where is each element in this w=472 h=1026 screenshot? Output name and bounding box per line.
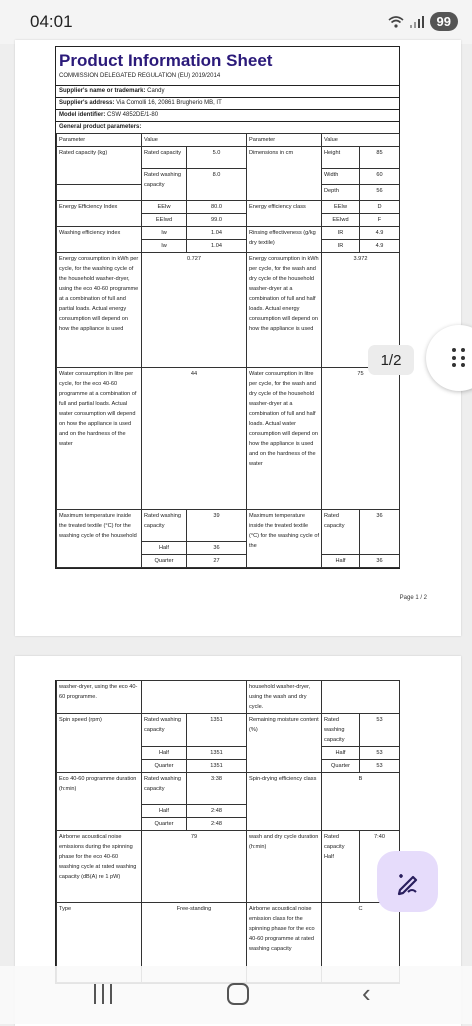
- table-cell: 75: [322, 368, 400, 510]
- table-cell: Half: [142, 542, 187, 555]
- table-cell: F: [360, 214, 400, 227]
- table-row: [57, 510, 400, 542]
- table-cell: 53: [360, 714, 400, 747]
- table-cell: 27: [187, 555, 247, 568]
- table-row: [57, 831, 400, 903]
- table-cell: 60: [360, 169, 400, 185]
- table-cell: 85: [360, 147, 400, 169]
- table-cell: 39: [187, 510, 247, 542]
- recents-button[interactable]: [94, 984, 112, 1004]
- table-row: [57, 227, 400, 240]
- table-row: [57, 147, 400, 169]
- table-cell: D: [360, 201, 400, 214]
- table-cell: [322, 681, 400, 714]
- supplier-address-row: Supplier's address: Via Comolli 16, 20861 Brugherio MB, IT: [56, 97, 399, 109]
- table-cell: Maximum temperature inside the treated textile (°C) for the washing cycle of the: [247, 510, 322, 568]
- table-cell: 53: [360, 747, 400, 760]
- table-cell: 1351: [187, 747, 247, 760]
- navigation-bar: [0, 966, 472, 1024]
- table-cell: Type: [57, 903, 142, 983]
- table-cell: Rated capacity Half: [322, 831, 360, 903]
- table-cell: Remaining moisture content (%): [247, 714, 322, 773]
- home-button[interactable]: [227, 983, 249, 1005]
- doc-title: Product Information Sheet: [59, 51, 273, 70]
- page-number: Page 1 / 2: [399, 595, 427, 601]
- table-cell: Water consumption in litre per cycle, for the wash and dry cycle of the household washer-dryer at a combination of full and half loads. Actual water consumption will depend on how the appliance is used and on the hardness of the water: [247, 368, 322, 510]
- table-cell: Height: [322, 147, 360, 169]
- table-cell: Value: [142, 134, 247, 147]
- table-cell: Airborne acoustical noise emissions during the spinning phase for the eco 40-60 washing cycle at rated washing capacity (dB(A) re 1 pW): [57, 831, 142, 903]
- table-cell: Iw: [142, 240, 187, 253]
- table-cell: Rated washing capacity: [322, 714, 360, 747]
- dots-grid-icon: [452, 348, 466, 368]
- table-cell: Rated washing capacity: [142, 510, 187, 542]
- table-cell: Rated washing capacity: [142, 773, 187, 805]
- edit-fab-button[interactable]: [377, 851, 438, 912]
- table-row: [57, 368, 400, 510]
- table-cell: 36: [187, 542, 247, 555]
- table-cell: Parameter: [247, 134, 322, 147]
- table-row: [57, 681, 400, 714]
- table-cell: 3.972: [322, 253, 400, 368]
- doc-frame-1: [55, 46, 400, 569]
- table-cell: 0.727: [142, 253, 247, 368]
- table-cell: Rated washing capacity: [142, 169, 187, 201]
- table-cell: 36: [360, 555, 400, 568]
- table-cell: 36: [360, 510, 400, 555]
- battery-badge: 99: [430, 12, 458, 31]
- table-cell: 1.04: [187, 240, 247, 253]
- table-cell: 53: [360, 760, 400, 773]
- table-cell: IR: [322, 240, 360, 253]
- table-cell: Energy consumption in kWh per cycle, for the wash and dry cycle of the household washer-dryer at a combination of full and half loads. Actual energy consumption will depend on how the appliance is used: [247, 253, 322, 368]
- table-cell: C: [322, 903, 400, 983]
- table-row: [57, 201, 400, 214]
- table-cell: Half: [322, 747, 360, 760]
- table-cell: Half: [142, 805, 187, 818]
- page-indicator: 1/2: [368, 345, 414, 375]
- table-cell: Rinsing effectiveness (g/kg dry textile): [247, 227, 322, 253]
- table-cell: 44: [142, 368, 247, 510]
- status-icons: [388, 12, 458, 31]
- table-cell: 2:48: [187, 818, 247, 831]
- table-cell: Eco 40-60 programme duration (h:min): [57, 773, 142, 831]
- table-cell: household washer-dryer, using the wash and dry cycle.: [247, 681, 322, 714]
- table-cell: 4.9: [360, 240, 400, 253]
- table-cell: 4.9: [360, 227, 400, 240]
- table-cell: wash and dry cycle duration (h:min): [247, 831, 322, 903]
- pen-sparkle-icon: [394, 868, 422, 896]
- table-cell: Rated capacity (kg): [57, 147, 142, 185]
- table-cell: Rated capacity: [142, 147, 187, 169]
- table-row: [57, 714, 400, 747]
- supplier-name-row: Supplier's name or trademark: Candy: [56, 85, 399, 97]
- status-time: 04:01: [30, 12, 73, 31]
- table-cell: Rated washing capacity: [142, 714, 187, 747]
- table-cell: Free-standing: [142, 903, 247, 983]
- table-cell: Half: [142, 747, 187, 760]
- model-row: Model identifier: CSW 4852DE/1-80: [56, 109, 399, 121]
- table-cell: 56: [360, 185, 400, 201]
- table-cell: Energy consumption in kWh per cycle, for the washing cycle of the household washer-dryer, using the eco 40-60 programme at a combination of full and partial loads. Actual energy consumption will depend on how the appliance is used: [57, 253, 142, 368]
- table-cell: 2:48: [187, 805, 247, 818]
- regulation-text: COMMISSION DELEGATED REGULATION (EU) 2019/2014: [59, 73, 221, 79]
- table-row: [57, 253, 400, 368]
- table-cell: EEIw: [142, 201, 187, 214]
- table-cell: Value: [322, 134, 400, 147]
- table-cell: 1351: [187, 760, 247, 773]
- table-cell: 1.04: [187, 227, 247, 240]
- table-cell: Spin-drying efficiency class: [247, 773, 322, 831]
- table-cell: Water consumption in litre per cycle, for the eco 40-60 programme at a combination of full and partial loads. Actual water consumption will depend on how the appliance is used and on the hardness of the water: [57, 368, 142, 510]
- table-cell: [57, 185, 142, 201]
- table-cell: Depth: [322, 185, 360, 201]
- pdf-page-1[interactable]: [15, 40, 461, 636]
- table-cell: Rated capacity: [322, 510, 360, 555]
- table-cell: Washing efficiency index: [57, 227, 142, 253]
- table-cell: EEIwd: [322, 214, 360, 227]
- table-cell: Airborne acoustical noise emission class for the spinning phase for the eco 40-60 programme at rated washing capacity: [247, 903, 322, 983]
- table-row: [57, 134, 400, 147]
- table-cell: 79: [142, 831, 247, 903]
- table-cell: Quarter: [142, 818, 187, 831]
- table-cell: 80.0: [187, 201, 247, 214]
- table-cell: Energy Efficiency Index: [57, 201, 142, 227]
- table-cell: washer-dryer, using the eco 40-60 programme.: [57, 681, 142, 714]
- table-cell: Parameter: [57, 134, 142, 147]
- table-cell: IR: [322, 227, 360, 240]
- table-cell: [142, 681, 247, 714]
- table-cell: 3:38: [187, 773, 247, 805]
- table-cell: Quarter: [322, 760, 360, 773]
- table-cell: Quarter: [142, 760, 187, 773]
- table-cell: EEIw: [322, 201, 360, 214]
- product-table-2: [56, 680, 400, 983]
- table-cell: Quarter: [142, 555, 187, 568]
- table-cell: 8.0: [187, 169, 247, 201]
- table-cell: Width: [322, 169, 360, 185]
- table-cell: 5.0: [187, 147, 247, 169]
- signal-icon: [410, 16, 424, 28]
- back-button[interactable]: ‹: [362, 978, 371, 1008]
- wifi-icon: [388, 16, 404, 28]
- table-row: [57, 773, 400, 805]
- doc-frame-2: [55, 680, 400, 984]
- table-cell: Dimensions in cm: [247, 147, 322, 201]
- table-cell: EEIwd: [142, 214, 187, 227]
- table-cell: B: [322, 773, 400, 831]
- table-cell: Spin speed (rpm): [57, 714, 142, 773]
- table-cell: Energy efficiency class: [247, 201, 322, 227]
- table-cell: Maximum temperature inside the treated textile (°C) for the washing cycle of the household: [57, 510, 142, 568]
- table-cell: 7:40: [360, 831, 400, 903]
- table-cell: Iw: [142, 227, 187, 240]
- status-bar: [0, 0, 472, 44]
- table-cell: Half: [322, 555, 360, 568]
- general-params-row: General product parameters:: [56, 121, 399, 133]
- table-cell: 99.0: [187, 214, 247, 227]
- table-cell: 1351: [187, 714, 247, 747]
- product-table-1: [56, 133, 400, 568]
